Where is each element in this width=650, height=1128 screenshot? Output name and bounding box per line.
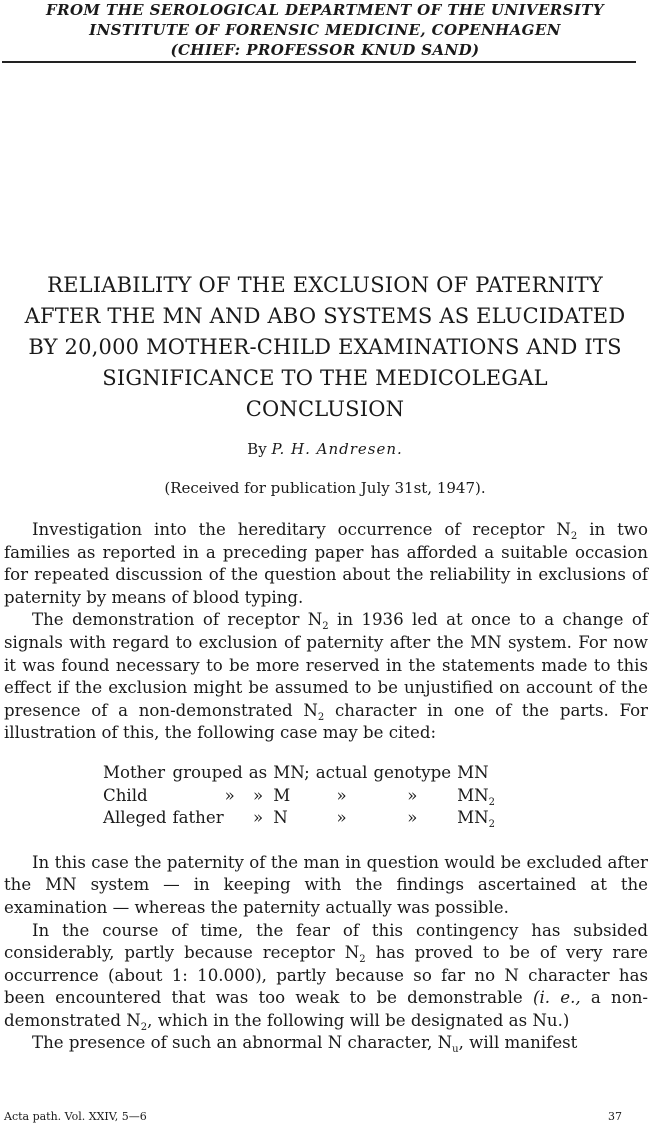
title-line-4: SIGNIFICANCE TO THE MEDICOLEGAL	[102, 366, 548, 390]
header-rule	[2, 61, 636, 63]
table-row: Child » » M » » $MN_2$	[103, 785, 495, 808]
author-name: P. H. Andresen.	[271, 440, 403, 458]
table-row: Mother grouped as MN; actual genotype MN	[103, 762, 489, 782]
title-line-1: RELIABILITY OF THE EXCLUSION OF PATERNITY	[47, 273, 603, 297]
article-body	[4, 519, 648, 1055]
page-number: 37	[608, 1110, 622, 1123]
title-line-5: CONCLUSION	[245, 397, 405, 421]
header-line-2: INSTITUTE OF FORENSIC MEDICINE, COPENHAGEN	[89, 21, 561, 39]
institution-header	[0, 0, 650, 60]
paragraph-1: Investigation into the hereditary occurrence of receptor $N_2$ in two families as reported in a preceding paper has afforded a suitable occasion for repeated discussion of the question about the reliability in exclusions of paternity by means of blood typing.	[4, 520, 648, 607]
received-date: (Received for publication July 31st, 1947).	[164, 479, 486, 497]
byline-prefix: By	[247, 440, 267, 458]
byline	[0, 440, 650, 458]
title-line-3: BY 20,000 MOTHER-CHILD EXAMINATIONS AND ITS	[28, 335, 622, 359]
header-line-1: FROM THE SEROLOGICAL DEPARTMENT OF THE UNIVERSITY	[46, 1, 604, 19]
case-table	[103, 762, 501, 830]
title-line-2: AFTER THE MN AND ABO SYSTEMS AS ELUCIDATED	[24, 304, 626, 328]
article-title	[0, 270, 650, 425]
table-row: Alleged father » N » » $MN_2$	[103, 808, 495, 831]
paragraph-4: In the course of time, the fear of this contingency has subsided considerably, partly because receptor $N_2$ has proved to be of very rare occurrence (about 1: 10.000), partly because so far no N character has been encountered that was too weak to be demonstrable (i. e., a non-demonstrated $N_2$, which in the following will be designated as Nu.)	[4, 920, 648, 1033]
header-line-3: (CHIEF: PROFESSOR KNUD SAND)	[170, 41, 480, 59]
paragraph-2: The demonstration of receptor $N_2$ in 1936 led at once to a change of signals with regard to exclusion of paternity after the MN system. For now it was found necessary to be more reserved in the statements made to this effect if the exclusion might be assumed to be unjustified on account of the presence of a non-demonstrated $N_2$ character in one of the parts. For illustration of this, the following case may be cited:	[4, 610, 648, 743]
paragraph-3: In this case the paternity of the man in question would be excluded after the MN system — in keeping with the findings ascertained at the examination — whereas the paternity actually was possible.	[4, 852, 648, 917]
paragraph-5: The presence of such an abnormal N character, $N_u$, will manifest	[32, 1033, 578, 1056]
journal-citation: Acta path. Vol. XXIV, 5—6	[4, 1110, 147, 1123]
